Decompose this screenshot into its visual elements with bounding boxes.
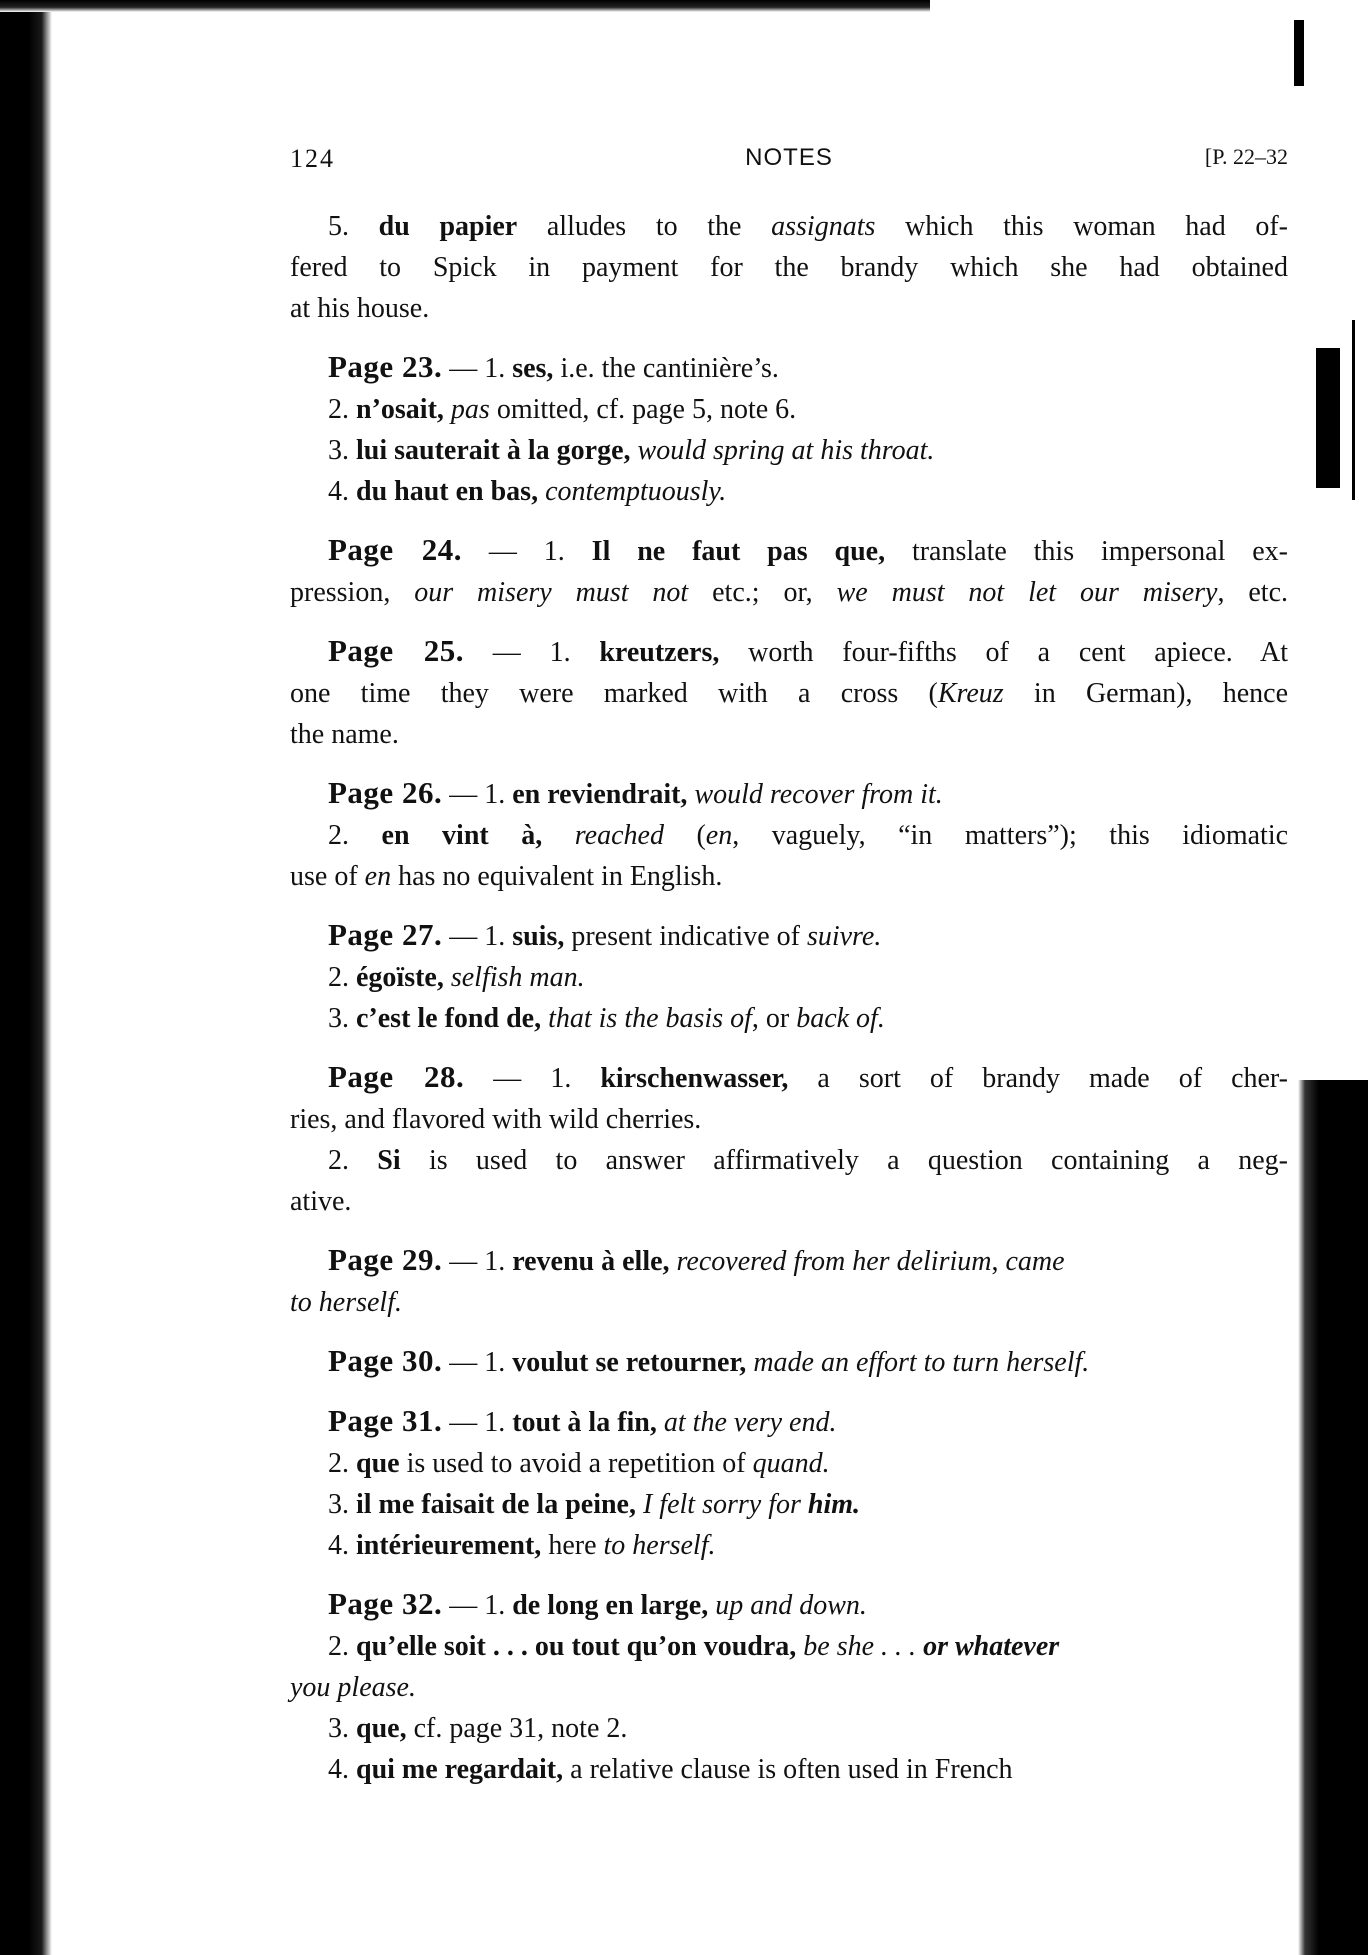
note-line: Page 27. — 1. suis, present indicative of suivre. <box>328 917 882 952</box>
scan-mark-top-right <box>1294 20 1304 86</box>
note-line: Page 32. — 1. de long en large, up and down. <box>328 1586 867 1621</box>
page-heading: Page 32. <box>328 1586 443 1621</box>
note-line: Page 31. — 1. tout à la fin, at the very end. <box>328 1403 837 1438</box>
note-line: 2. égoïste, selfish man. <box>328 962 585 993</box>
page-heading: Page 26. <box>328 775 443 810</box>
notes-body <box>290 206 1288 1807</box>
page-heading: Page 30. <box>328 1343 443 1378</box>
notes-page-26 <box>290 772 1288 897</box>
note-line: 4. qui me regardait, a relative clause is often used in French <box>328 1754 1013 1785</box>
notes-page-25 <box>290 630 1288 755</box>
notes-page <box>290 0 1288 1955</box>
page-number: 124 <box>290 144 335 173</box>
note-line: you please. <box>290 1672 416 1703</box>
note-line: Page 30. — 1. voulut se retourner, made an effort to turn herself. <box>328 1343 1090 1378</box>
note-line: 3. c’est le fond de, that is the basis of, or back of. <box>328 1003 885 1034</box>
note-p22-5 <box>290 206 1288 329</box>
scan-mark-right-thin <box>1352 320 1355 500</box>
note-line: 2. qu’elle soit . . . ou tout qu’on voudra, be she . . . or whatever <box>328 1631 1060 1662</box>
note-line: Page 28. — 1. kirschenwasser, a sort of brandy made of cher- <box>328 1059 1289 1094</box>
note-line: 3. lui sauterait à la gorge, would spring at his throat. <box>328 435 935 466</box>
notes-page-32 <box>290 1583 1288 1790</box>
note-line: Page 25. — 1. kreutzers, worth four-fifths of a cent apiece. At <box>328 633 1289 668</box>
scan-dark-edge-right <box>1298 1080 1368 1955</box>
notes-page-29 <box>290 1239 1288 1323</box>
note-line: 2. n’osait, pas omitted, cf. page 5, note 6. <box>328 394 797 425</box>
note-line: 2. en vint à, reached (en, vaguely, “in matters”); this idiomatic <box>328 820 1289 851</box>
note-line: fered to Spick in payment for the brandy which she had obtained <box>290 252 1288 283</box>
note-line: ative. <box>290 1186 352 1217</box>
note-line: Page 26. — 1. en reviendrait, would recover from it. <box>328 775 943 810</box>
note-line: Page 24. — 1. Il ne faut pas que, translate this impersonal ex- <box>328 532 1289 567</box>
page-heading: Page 29. <box>328 1242 443 1277</box>
note-line: use of en has no equivalent in English. <box>290 861 723 892</box>
note-line: 2. Si is used to answer affirmatively a question containing a neg- <box>328 1145 1289 1176</box>
scan-dark-edge-left <box>0 0 52 1955</box>
note-line: 2. que is used to avoid a repetition of quand. <box>328 1448 830 1479</box>
page-range: [P. 22–32 <box>1204 144 1288 169</box>
scan-mark-right-middle <box>1316 348 1340 488</box>
page-heading: Page 27. <box>328 917 443 952</box>
note-line: 4. du haut en bas, contemptuously. <box>328 476 727 507</box>
page-heading: Page 24. <box>328 532 463 567</box>
note-line: at his house. <box>290 293 430 324</box>
page-heading: Page 25. <box>328 633 464 668</box>
notes-page-23 <box>290 346 1288 512</box>
running-header <box>290 144 1288 178</box>
notes-page-27 <box>290 914 1288 1039</box>
note-line: pression, our misery must not etc.; or, we must not let our misery, etc. <box>290 577 1289 608</box>
note-line: the name. <box>290 719 399 750</box>
note-line: 5. du papier alludes to the assignats which this woman had of- <box>328 211 1289 242</box>
note-line: Page 29. — 1. revenu à elle, recovered from her delirium, came <box>328 1242 1065 1277</box>
page-heading: Page 31. <box>328 1403 443 1438</box>
page-heading: Page 23. <box>328 349 443 384</box>
note-line: Page 23. — 1. ses, i.e. the cantinière’s. <box>328 349 779 384</box>
note-line: 3. que, cf. page 31, note 2. <box>328 1713 628 1744</box>
notes-page-28 <box>290 1056 1288 1222</box>
running-title: NOTES <box>745 144 833 171</box>
notes-page-24 <box>290 529 1288 613</box>
note-line: ries, and flavored with wild cherries. <box>290 1104 702 1135</box>
page-heading: Page 28. <box>328 1059 465 1094</box>
notes-page-30 <box>290 1340 1288 1383</box>
note-line: 4. intérieurement, here to herself. <box>328 1530 716 1561</box>
note-line: one time they were marked with a cross (Kreuz in German), hence <box>290 678 1288 709</box>
note-line: 3. il me faisait de la peine, I felt sorry for him. <box>328 1489 861 1520</box>
notes-page-31 <box>290 1400 1288 1566</box>
note-line: to herself. <box>290 1287 402 1318</box>
